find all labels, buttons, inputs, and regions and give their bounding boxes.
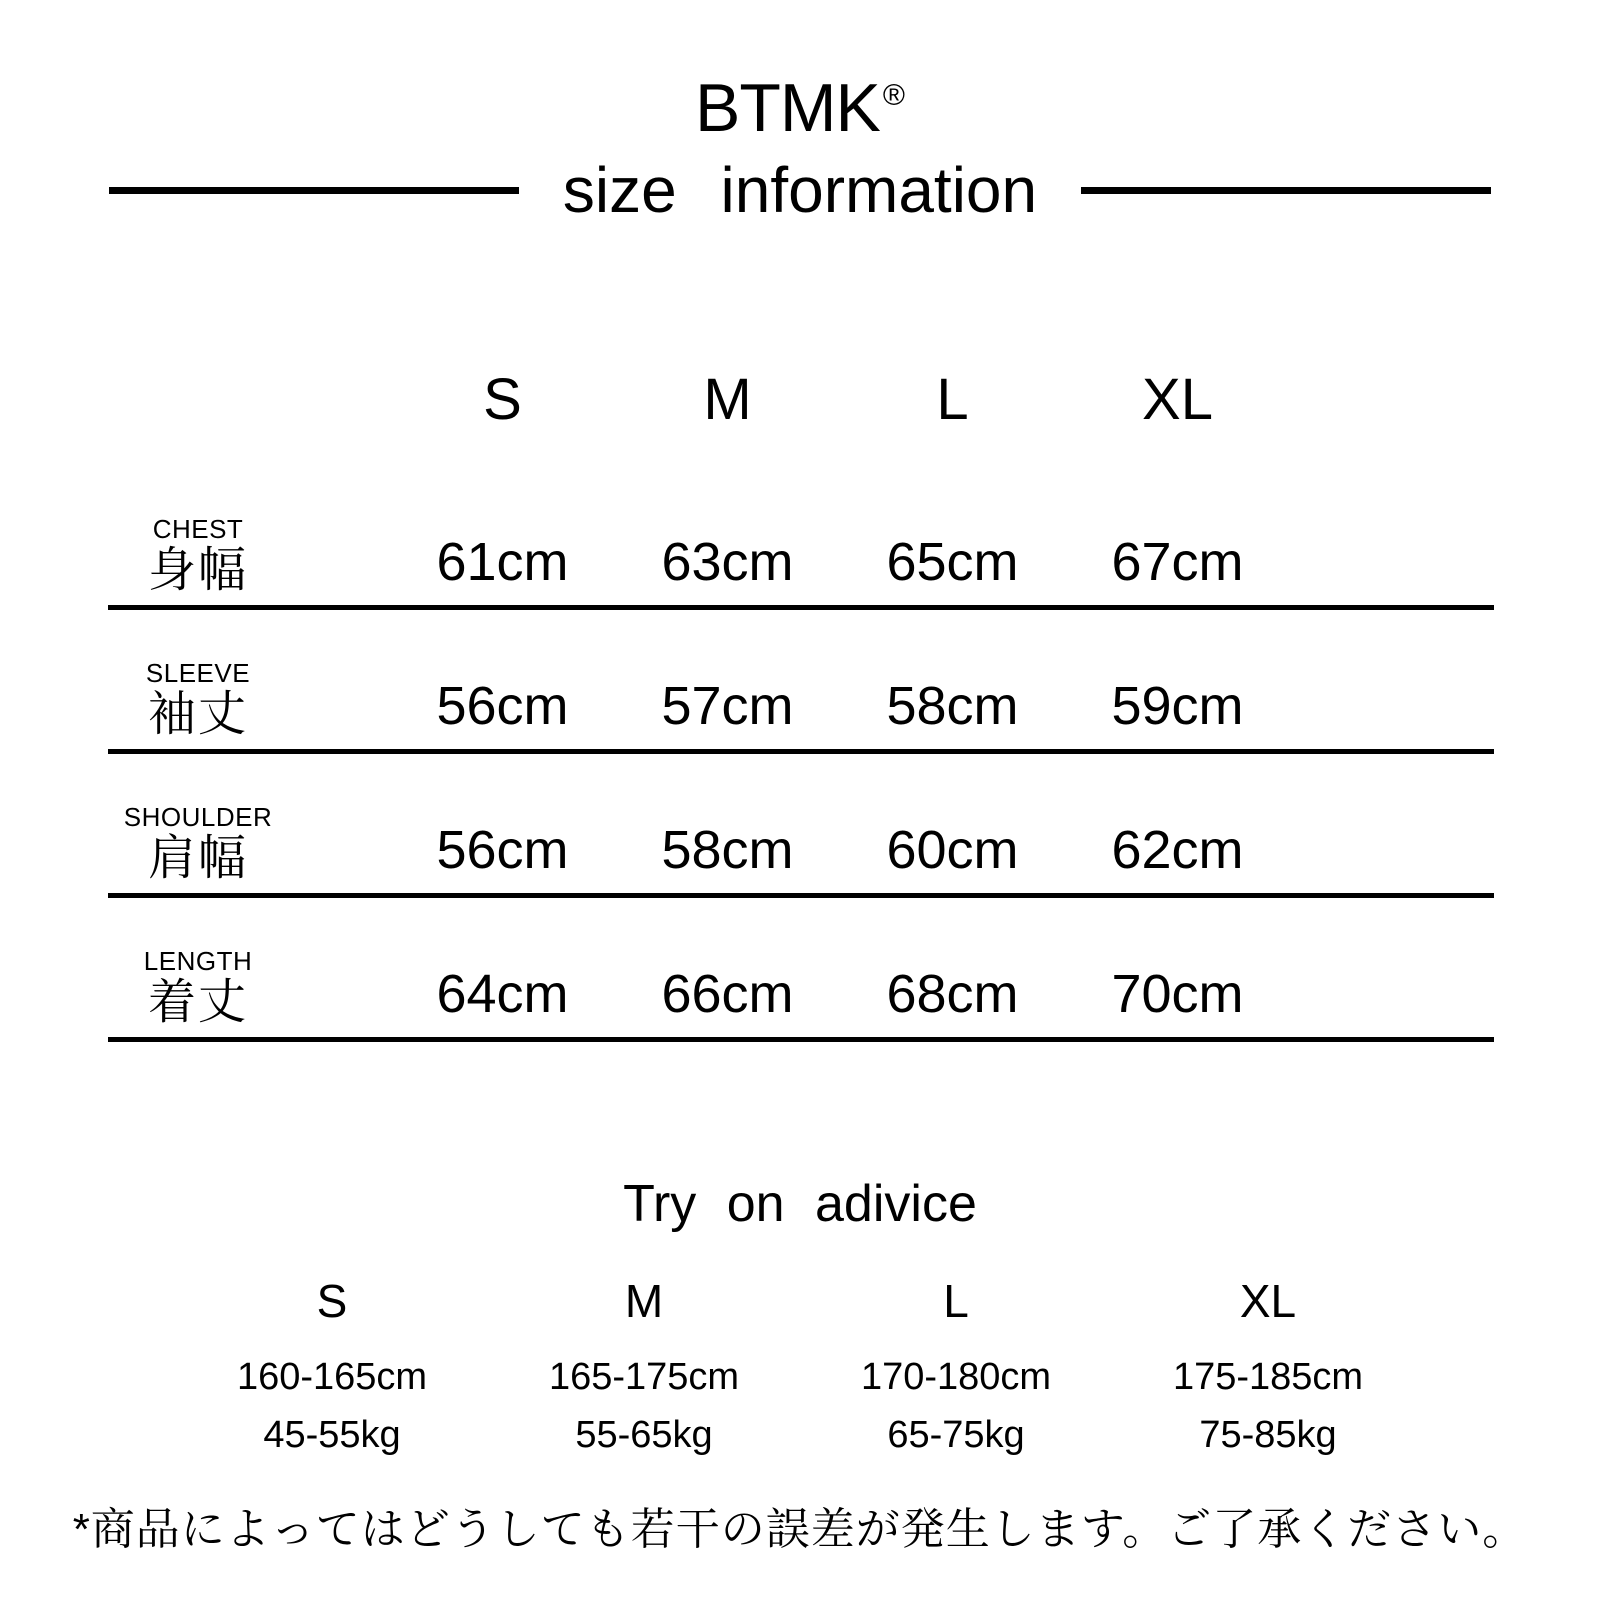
divider-line-right xyxy=(1081,187,1491,194)
row-label-en: LENGTH xyxy=(143,946,253,977)
try-on-advice-grid xyxy=(176,1275,1424,1456)
column-header-m: M xyxy=(703,366,752,432)
page-title: size information xyxy=(562,154,1038,226)
shoulder-s-value: 56cm xyxy=(436,820,569,880)
try-on-advice-section xyxy=(0,1175,1600,1456)
table-row-chest xyxy=(108,466,1494,610)
header-filler xyxy=(1290,332,1494,466)
row-filler xyxy=(1290,898,1494,1037)
row-label-jp: 着丈 xyxy=(147,976,248,1030)
sleeve-xl-value: 59cm xyxy=(1111,676,1244,736)
divider-line-left xyxy=(109,187,519,194)
row-label-en: SLEEVE xyxy=(145,658,251,689)
length-xl-value: 70cm xyxy=(1111,964,1244,1024)
header-label-spacer xyxy=(108,332,390,466)
row-label-jp: 袖丈 xyxy=(147,688,248,742)
table-header-row xyxy=(108,332,1494,466)
advice-height-range: 165-175cm xyxy=(548,1356,740,1398)
advice-weight-range: 75-85kg xyxy=(1199,1414,1337,1456)
row-label xyxy=(108,803,288,885)
sleeve-l-value: 58cm xyxy=(886,676,1019,736)
advice-weight-range: 65-75kg xyxy=(887,1414,1025,1456)
advice-size-label: L xyxy=(943,1275,969,1327)
row-label-jp: 肩幅 xyxy=(147,832,248,886)
table-row-sleeve xyxy=(108,610,1494,754)
length-s-value: 64cm xyxy=(436,964,569,1024)
size-table xyxy=(108,332,1494,1042)
advice-size-label: M xyxy=(624,1275,664,1327)
advice-height-range: 170-180cm xyxy=(860,1356,1052,1398)
row-label-jp: 身幅 xyxy=(147,544,248,598)
brand-name: BTMK xyxy=(694,70,880,146)
chest-l-value: 65cm xyxy=(886,532,1019,592)
disclaimer-note: *商品によってはどうしても若干の誤差が発生します。ご了承ください。 xyxy=(72,1505,1528,1554)
registered-trademark-symbol: ® xyxy=(882,79,905,112)
brand-title xyxy=(0,0,1600,146)
row-label xyxy=(108,947,288,1029)
chest-s-value: 61cm xyxy=(436,532,569,592)
table-row-length xyxy=(108,898,1494,1042)
advice-size-label: XL xyxy=(1239,1275,1297,1327)
page-header xyxy=(0,0,1600,226)
advice-size-label: S xyxy=(316,1275,348,1327)
try-on-advice-title: Try on adivice xyxy=(623,1175,977,1233)
row-label-cell xyxy=(108,610,390,749)
advice-column-xl xyxy=(1112,1275,1424,1456)
table-row-shoulder xyxy=(108,754,1494,898)
row-label-cell xyxy=(108,754,390,893)
subtitle-row xyxy=(0,154,1600,226)
row-label xyxy=(108,659,288,741)
column-header-xl: XL xyxy=(1142,366,1213,432)
shoulder-l-value: 60cm xyxy=(886,820,1019,880)
advice-height-range: 175-185cm xyxy=(1172,1356,1364,1398)
advice-weight-range: 55-65kg xyxy=(575,1414,713,1456)
length-m-value: 66cm xyxy=(661,964,794,1024)
row-label-en: CHEST xyxy=(152,514,244,545)
advice-height-range: 160-165cm xyxy=(236,1356,428,1398)
advice-column-m xyxy=(488,1275,800,1456)
row-filler xyxy=(1290,610,1494,749)
row-label-cell xyxy=(108,466,390,605)
shoulder-m-value: 58cm xyxy=(661,820,794,880)
chest-m-value: 63cm xyxy=(661,532,794,592)
advice-column-l xyxy=(800,1275,1112,1456)
sleeve-s-value: 56cm xyxy=(436,676,569,736)
column-header-s: S xyxy=(483,366,522,432)
length-l-value: 68cm xyxy=(886,964,1019,1024)
chest-xl-value: 67cm xyxy=(1111,532,1244,592)
advice-weight-range: 45-55kg xyxy=(263,1414,401,1456)
row-label xyxy=(108,515,288,597)
advice-column-s xyxy=(176,1275,488,1456)
row-label-cell xyxy=(108,898,390,1037)
row-filler xyxy=(1290,466,1494,605)
shoulder-xl-value: 62cm xyxy=(1111,820,1244,880)
sleeve-m-value: 57cm xyxy=(661,676,794,736)
row-filler xyxy=(1290,754,1494,893)
row-label-en: SHOULDER xyxy=(123,802,273,833)
column-header-l: L xyxy=(936,366,969,432)
